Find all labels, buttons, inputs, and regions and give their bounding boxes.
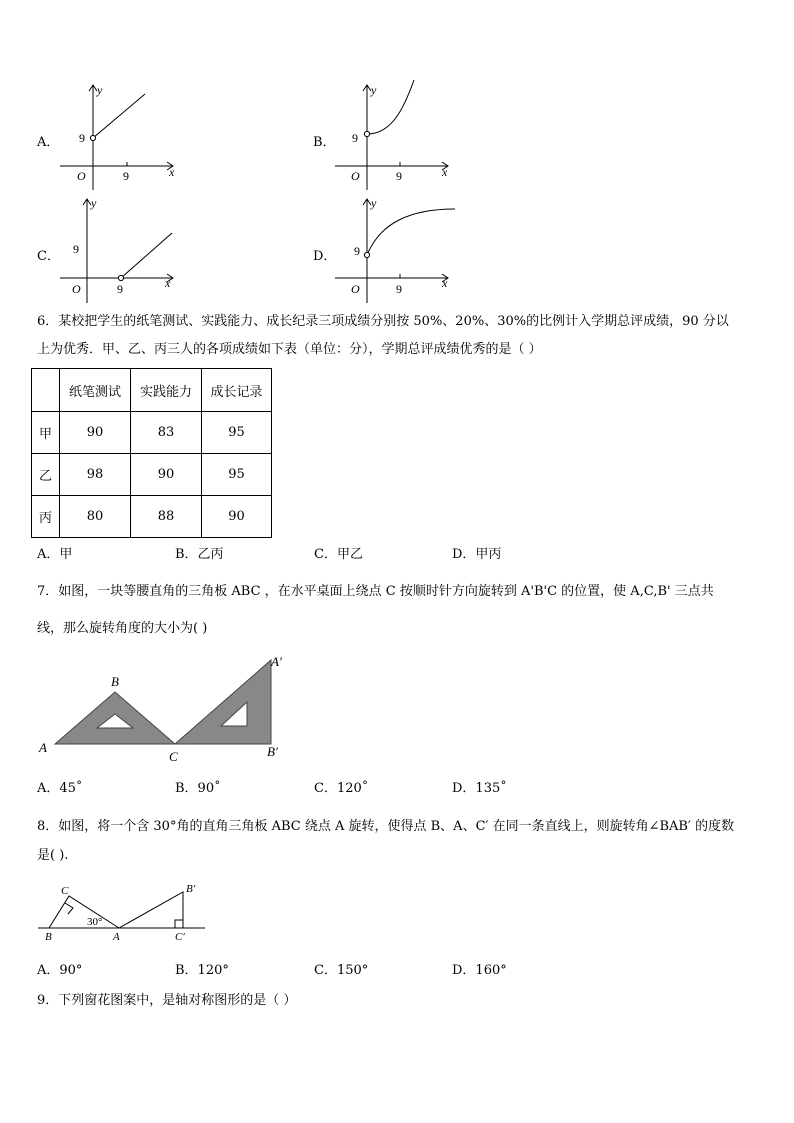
triangle-a1b1c	[175, 660, 271, 744]
triangle-ab1c1	[119, 892, 183, 928]
svg-text:O: O	[72, 282, 81, 296]
graph-option-b	[330, 80, 470, 195]
option-a-label: A．	[37, 135, 60, 150]
table-cell: 88	[131, 496, 202, 538]
q8-option-d: D．160°	[452, 963, 507, 978]
q7-option-d: D．135˚	[452, 781, 507, 796]
table-cell: 95	[202, 412, 272, 454]
svg-text:C: C	[61, 885, 69, 897]
table-row	[32, 412, 272, 454]
svg-text:x: x	[442, 165, 448, 179]
q6-option-b: B．乙丙	[175, 547, 224, 562]
table-cell: 90	[131, 454, 202, 496]
label-a-prime: A′	[271, 654, 282, 669]
table-cell: 甲	[32, 412, 60, 454]
table-header-row	[32, 369, 272, 412]
svg-text:y: y	[91, 196, 97, 210]
svg-text:9: 9	[396, 282, 402, 296]
triangle-abc	[49, 896, 119, 928]
q7-figure	[35, 652, 295, 767]
table-header-cell: 实践能力	[131, 369, 202, 412]
table-cell: 83	[131, 412, 202, 454]
svg-text:9: 9	[117, 282, 123, 296]
option-d-label: D．	[313, 249, 337, 264]
q8-option-a: A．90°	[37, 963, 83, 978]
svg-text:y: y	[371, 83, 377, 97]
graph-line	[93, 94, 145, 138]
svg-text:x: x	[165, 276, 171, 290]
q7-text-line2: 线，那么旋转角度的大小为( )	[37, 621, 208, 636]
open-point	[90, 135, 95, 140]
svg-text:C′: C′	[175, 931, 185, 943]
table-cell: 90	[60, 412, 131, 454]
q8-text-line1: 8．如图，将一个含 30°角的直角三角板 ABC 绕点 A 旋转，使得点 B、A、C′ 在同一条直线上，则旋转角∠BAB′ 的度数	[37, 819, 735, 834]
table-cell: 95	[202, 454, 272, 496]
table-cell: 乙	[32, 454, 60, 496]
x-axis-label: x	[169, 165, 175, 179]
q7-option-c: C．120˚	[314, 781, 369, 796]
table-cell: 丙	[32, 496, 60, 538]
label-b: B	[111, 674, 119, 689]
q6-option-c: C．甲乙	[314, 547, 363, 562]
y-axis-label: y	[97, 83, 103, 97]
q7-option-b: B．90˚	[175, 781, 221, 796]
table-header-cell	[32, 369, 60, 412]
q6-text-line1: 6．某校把学生的纸笔测试、实践能力、成长纪录三项成绩分别按 50%、20%、30%的比例计入学期总评成绩，90 分以	[37, 314, 729, 329]
svg-text:A: A	[113, 931, 120, 943]
origin-label: O	[77, 169, 86, 183]
svg-text:9: 9	[73, 242, 79, 256]
svg-text:9: 9	[352, 131, 358, 145]
q6-option-d: D．甲丙	[452, 547, 502, 562]
svg-text:9: 9	[354, 244, 360, 258]
svg-text:9: 9	[396, 169, 402, 183]
right-angle-mark	[175, 920, 183, 928]
q6-option-a: A．甲	[37, 547, 73, 562]
q8-option-c: C．150°	[314, 963, 369, 978]
x-mark: 9	[123, 169, 129, 183]
table-cell: 80	[60, 496, 131, 538]
option-b-label: B．	[313, 135, 336, 150]
q7-text-line1: 7．如图，一块等腰直角的三角板 ABC ，在水平桌面上绕点 C 按顺时针方向旋转到 A'B'C 的位置，使 A,C,B' 三点共	[37, 584, 714, 599]
label-a: A	[39, 740, 47, 755]
score-table	[31, 368, 272, 538]
q7-option-a: A．45˚	[37, 781, 83, 796]
svg-text:O: O	[351, 282, 360, 296]
label-b-prime: B′	[267, 744, 278, 759]
svg-text:O: O	[351, 169, 360, 183]
svg-text:30°: 30°	[87, 916, 103, 928]
graph-option-a	[55, 80, 195, 195]
label-c: C	[169, 749, 178, 764]
q8-text-line2: 是( ).	[37, 848, 69, 863]
right-angle-mark	[65, 903, 73, 914]
table-row	[32, 496, 272, 538]
svg-text:B′: B′	[186, 883, 196, 895]
graph-option-c	[55, 195, 195, 305]
table-cell: 98	[60, 454, 131, 496]
table-cell: 90	[202, 496, 272, 538]
svg-text:y: y	[371, 196, 377, 210]
q8-option-b: B．120°	[175, 963, 229, 978]
y-mark: 9	[79, 131, 85, 145]
q6-text-line2: 上为优秀．甲、乙、丙三人的各项成绩如下表（单位：分），学期总评成绩优秀的是（ ）	[37, 342, 542, 357]
svg-text:x: x	[442, 276, 448, 290]
option-c-label: C．	[37, 249, 60, 264]
table-header-cell: 纸笔测试	[60, 369, 131, 412]
table-row	[32, 454, 272, 496]
graph-option-d	[330, 195, 470, 305]
table-header-cell: 成长记录	[202, 369, 272, 412]
q8-figure	[35, 878, 215, 946]
svg-text:B: B	[45, 931, 52, 943]
q9-text-line1: 9．下列窗花图案中，是轴对称图形的是（ ）	[37, 993, 297, 1008]
